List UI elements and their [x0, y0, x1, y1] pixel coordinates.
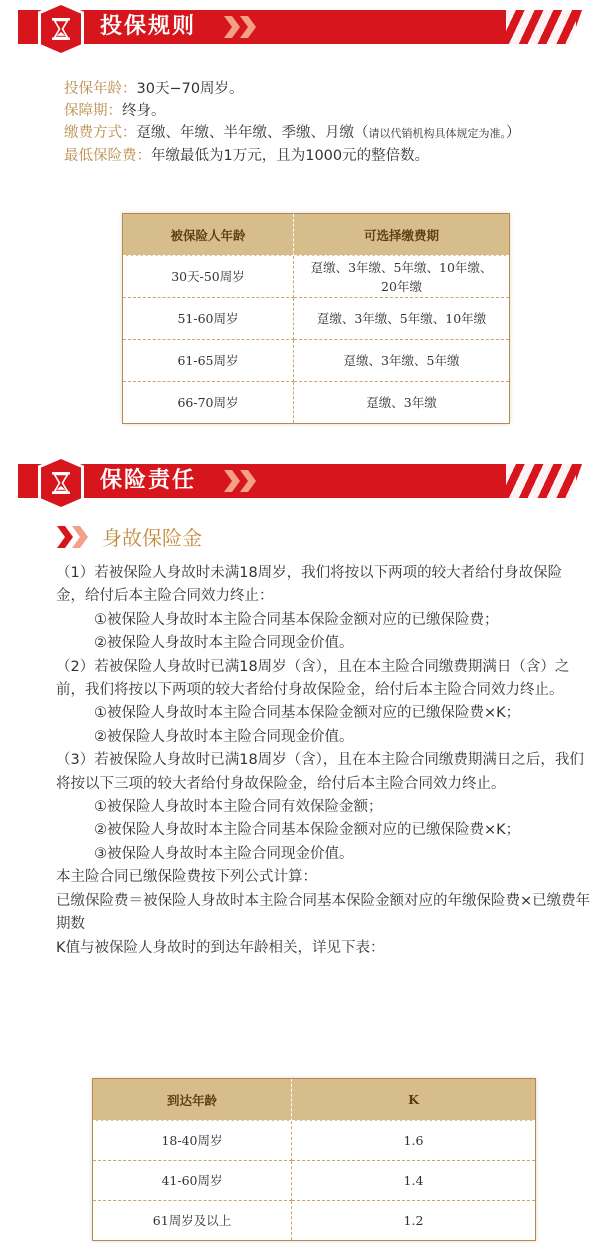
benefit-paragraph: （2）若被保险人身故时已满18周岁（含），且在本主险合同缴费期满日（含）之前，我们将按以下两项的较大者给付身故保险金，给付后本主险合同效力终止。	[56, 658, 570, 699]
rule-period: 保障期：终身。	[64, 103, 166, 119]
table-header: 可选择缴费期	[294, 214, 510, 256]
rules-list	[64, 78, 584, 167]
chevrons-icon	[56, 526, 92, 548]
benefit-paragraph: 已缴保险费＝被保险人身故时本主险合同基本保险金额对应的年缴保险费×已缴费年期数	[56, 892, 591, 933]
chevrons-icon	[222, 16, 262, 38]
benefit-item: ①被保险人身故时本主险合同基本保险金额对应的已缴保险费×K；	[94, 705, 521, 722]
rule-age: 投保年龄：30天−70周岁。	[64, 81, 244, 97]
table-row: 51-60周岁 趸缴、3年缴、5年缴、10年缴	[123, 298, 510, 340]
hourglass-icon	[50, 471, 72, 495]
table-header: 到达年龄	[93, 1079, 292, 1121]
benefit-item: ③被保险人身故时本主险合同现金价值。	[94, 845, 354, 862]
benefit-paragraph: （1）若被保险人身故时未满18周岁，我们将按以下两项的较大者给付身故保险金，给付后本主险合同效力终止：	[56, 565, 563, 605]
table-row: 18-40周岁 1.6	[93, 1121, 536, 1161]
section-title: 保险责任	[100, 468, 197, 493]
table-row: 66-70周岁 趸缴、3年缴	[123, 382, 510, 424]
hourglass-icon	[50, 17, 72, 41]
chevrons-icon	[222, 470, 262, 492]
benefit-text	[56, 562, 591, 960]
banner-stripes	[506, 10, 576, 44]
payment-period-table	[122, 213, 510, 424]
table-row: 61-65周岁 趸缴、3年缴、5年缴	[123, 340, 510, 382]
rule-min-premium: 最低保险费：年缴最低为1万元，且为1000元的整倍数。	[64, 148, 430, 164]
table-row: 41-60周岁 1.4	[93, 1161, 536, 1201]
banner-stripes	[506, 464, 576, 498]
section-header-rules	[0, 2, 600, 52]
hourglass-badge	[38, 456, 84, 510]
table-row: 61周岁及以上 1.2	[93, 1201, 536, 1241]
k-value-table	[92, 1078, 536, 1241]
benefit-paragraph: 本主险合同已缴保险费按下列公式计算：	[56, 869, 317, 886]
benefit-item: ②被保险人身故时本主险合同基本保险金额对应的已缴保险费×K；	[94, 822, 521, 839]
benefit-item: ①被保险人身故时本主险合同基本保险金额对应的已缴保险费；	[94, 611, 499, 628]
table-header: 被保险人年龄	[123, 214, 294, 256]
benefit-item: ①被保险人身故时本主险合同有效保险金额；	[94, 799, 383, 816]
benefit-paragraph: K值与被保险人身故时的到达年龄相关，详见下表：	[56, 939, 385, 956]
benefit-paragraph: （3）若被保险人身故时已满18周岁（含），且在本主险合同缴费期满日之后，我们将按以下三项的较大者给付身故保险金，给付后本主险合同效力终止。	[56, 752, 584, 792]
table-header: K	[292, 1079, 536, 1121]
benefit-item: ②被保险人身故时本主险合同现金价值。	[94, 728, 354, 745]
rule-payment: 缴费方式：趸缴、年缴、半年缴、季缴、月缴（请以代销机构具体规定为准。）	[64, 125, 521, 141]
hourglass-badge	[38, 2, 84, 56]
subsection-title-text: 身故保险金	[102, 526, 202, 550]
section-header-coverage	[0, 456, 600, 506]
section-title: 投保规则	[100, 14, 197, 39]
table-row: 30天-50周岁 趸缴、3年缴、5年缴、10年缴、 20年缴	[123, 256, 510, 298]
benefit-item: ②被保险人身故时本主险合同现金价值。	[94, 635, 354, 652]
